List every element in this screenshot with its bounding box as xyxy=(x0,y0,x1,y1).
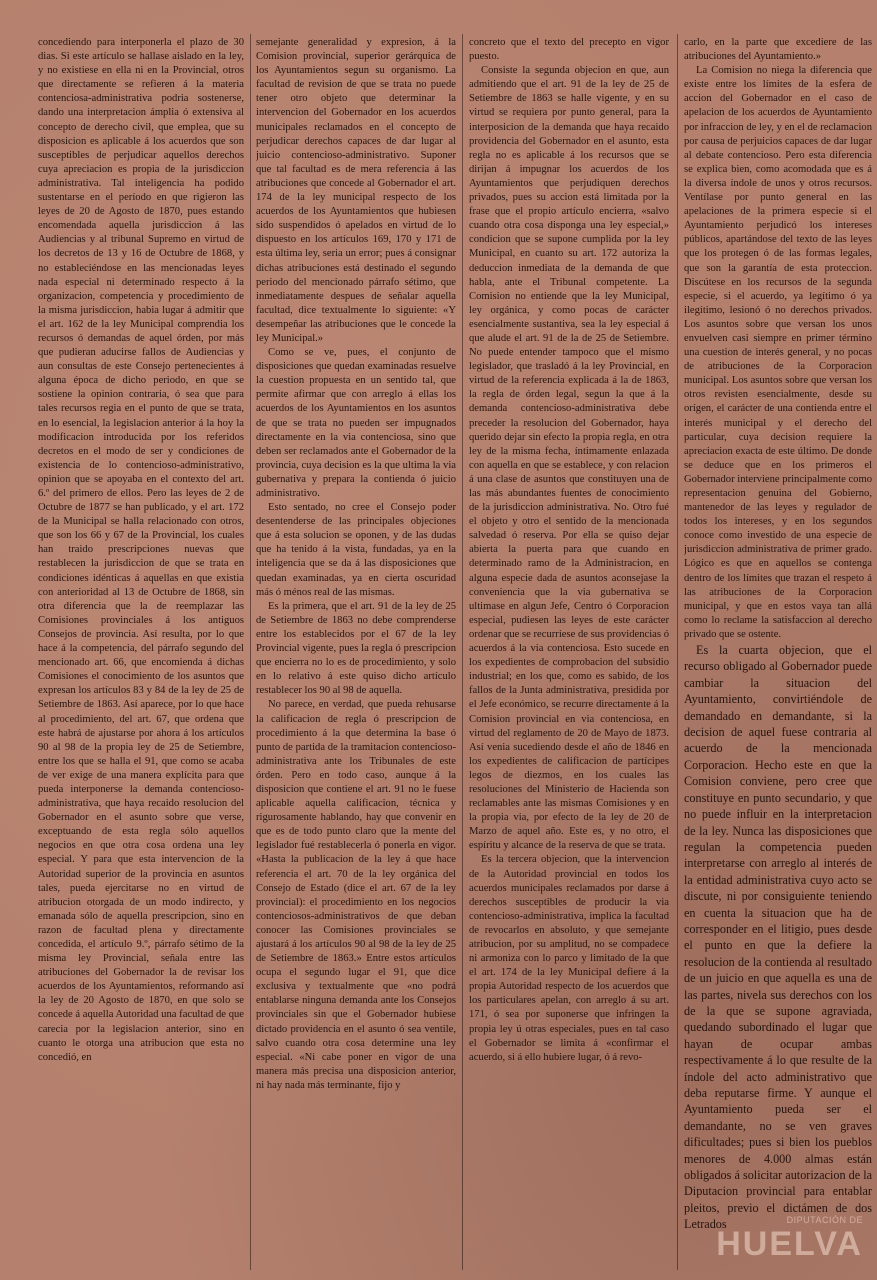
paragraph: Es la tercera objecion, que la intervencion de la Autoridad provincial en todos los acuerdos municipales reclamados por darse á derechos susceptibles de producir la via contencioso-administrativa, implica la facultad de revocarlos en absoluto, y que semejante atribucion, por su amplitud, no se compadece ni armoniza con lo parco y limitado de la que el art. 174 de la ley Municipal defiere á la propia Autoridad respecto de los acuerdos que los particulares apelan, con arreglo á su art. 171, ó sea por suponerse que infringen la propia ley ú otras especiales, pues en tal caso el Gobernador se limita á «confirmar el acuerdo, si á ello hubiere lugar, ó á revo- xyxy=(469,854,669,1063)
paragraph: carlo, en la parte que excediere de las atribuciones del Ayuntamiento.» xyxy=(684,37,872,63)
paragraph: Es la primera, que el art. 91 de la ley de 25 de Setiembre de 1863 no debe comprenderse entre los establecidos por el 67 de la ley Provincial vigente, pues la regla ó prescripcion que encierra no lo es de procedimiento, y solo en lo relativo á este quiso dicho artículo restablecer los 90 al 98 de aquella. xyxy=(256,600,456,697)
paragraph: Esto sentado, no cree el Consejo poder desentenderse de las principales objeciones que á esta solucion se oponen, y de las dudas que ha tenido á la vista, fundadas, ya en la inteligencia que se da á las disposiciones que quedan examinadas, ya en cierta oscuridad más ó ménos real de las mismas. xyxy=(256,502,456,598)
watermark-caption: DIPUTACIÓN DE xyxy=(786,1215,863,1225)
column-rule xyxy=(677,34,678,1270)
text-column-1 xyxy=(38,36,244,1268)
paragraph: La Comision no niega la diferencia que existe entre los límites de la esfera de accion del Gobernador en el caso de apelacion de los acuerdos de Ayuntamiento por infraccion de ley, y en el de reclamacion por causa de perjuicios capaces de dar lugar al debate contencioso. Pero esta diferencia se explica bien, como acomodada que es á la diversa índole de unos y otros recursos. Ventílase por punto general en las apelaciones de la primera especie si el Ayuntamiento perjudicó los intereses públicos, apartándose del texto de las leyes que los protegen ó de las formas legales, que son la garantía de esta proteccion. Discútese en los recursos de la segunda especie, si el acuerdo, ya legítimo ó ya ilegítimo, lesionó ó no derechos privados. Los asuntos sobre que versan los unos envuelven casi siempre en primer término una cuestion de interés general, y no pocas de atribuciones de la Corporacion municipal. Los asuntos sobre que versan los otros revisten esencialmente, desde su orígen, el carácter de una contienda entre el interés municipal y el derecho del particular, cuya decision requiere la apreciacion exacta de este último. De donde se deduce que en los primeros el Gobernador interviene principalmente como representacion genuina del Gobierno, mantenedor de las leyes y regulador de todos los intereses, y en los segundos conoce como investido de una especie de jurisdiccion administrativa de primer grado. Lógico es que en aquellos se contenga dentro de los límites que trazan el respeto á las atribuciones de la Corporacion municipal, y que en estos vaya tan allá como lo reclame la satisfaccion al derecho privado que se ostente. xyxy=(684,65,872,640)
text-column-4 xyxy=(684,36,872,1268)
text-column-3 xyxy=(469,36,669,1268)
text-column-2 xyxy=(256,36,456,1268)
paragraph: Como se ve, pues, el conjunto de disposiciones que quedan examinadas resuelve la cuestion propuesta en un sentido tal, que permite afirmar que con arreglo á ellas los acuerdos de los Ayuntamientos en los asuntos de que se trata no pueden ser impugnados directamente en la via contenciosa, sino que deben ser reclamados ante el Gobernador de la provincia, cuya decision es la que ultima la via gubernativa y prepara la contienda ó juicio administrativo. xyxy=(256,347,456,499)
paragraph: Consiste la segunda objecion en que, aun admitiendo que el art. 91 de la ley de 25 de Setiembre de 1863 se halle vigente, y en su virtud se requiera por punto general, para la interposicion de la demanda que haya recaido providencia del Gobernador en el asunto, esta regla no es aplicable á los recursos que se dirijan á impugnar los acuerdos de los Ayuntamientos que perjudiquen derechos privados, pues su accion está limitada por la frase que el propio artículo encierra, «salvo cuando otra cosa disponga una ley especial,» condicion que se supone cumplida por la ley Municipal, en cuanto su art. 172 autoriza la deduccion inmediata de la demanda de que habla, ante el Tribunal competente. La Comision no entiende que la ley Municipal, ley orgánica, y como pocas de carácter esencialmente sustantiva, sea la ley especial á que alude el art. 91 de la de 25 de Setiembre. No puede entender tampoco que el mismo legislador, que trasladó á la ley Provincial, en virtud de la referencia explicada á la de 1863, la regla de órden legal, segun la que á la demanda contencioso-administrativa debe preceder la resolucion del Gobernador, haya querido dejar sin efecto la propia regla, en otra ley de la misma fecha, íntimamente enlazada con aquella en que se establece, y con relacion á una clase de asuntos que constituyen una de las más abundantes fuentes de conocimiento de la jurisdiccion administrativa. No. Otro fué el objeto y otro el sentido de la mencionada salvedad ó reserva. Por ella se quiso dejar abierta la puerta para que cuando en determinado ramo de la Administracion, en alguna especie dada de asuntos aconsejase la conveniencia que la via gubernativa se ultimase en algun Jefe, Centro ó Corporacion especial, pudiesen las leyes de este carácter ordenar que se recurriese de sus providencias ó acuerdos á la via contenciosa. Esto sucede en los expedientes de comprobacion del subsidio industrial; en los que, como es sabido, de los fallos de la Junta administrativa, presidida por el Jefe económico, se recurre directamente á la Comision provincial en via contenciosa, en virtud del reglamento de 20 de Mayo de 1873. Así venia sucediendo desde el año de 1846 en los expedientes de calificacion de partícipes legos de diezmos, en los cuales las resoluciones del Ministerio de Hacienda son reclamables ante las mismas Comisiones y en la propia via, por efecto de la ley de 20 de Marzo de aquel año. Este es, y no otro, el espíritu y alcance de la reserva de que se trata. xyxy=(469,65,669,852)
paragraph: concreto que el texto del precepto en vigor puesto. xyxy=(469,37,669,63)
paragraph: concediendo para interponerla el plazo de 30 dias. Si este artículo se hallase aislado en la ley, y no existiese en ella ni en la Provincial, otros que directamente se refieren á la materia contenciosa-administrativa podria sostenerse, dando una interpretacion ámplia ó extensiva al concepto de derecho civil, que emplea, que su disposicion es aplicable á los acuerdos que son susceptibles de perjudicar aquellos derechos cuya apreciacion es propia de la jurisdiccion administrativa. Tal inteligencia ha podido sustentarse en el período en que rigieron las leyes de 20 de Agosto de 1870, pues estando encomendada aquella jurisdiccion á las Audiencias y al tribunal Supremo en virtud de los decretos de 13 y 16 de Octubre de 1868, y no estableciéndose en las mencionadas leyes nada especial ni determinado respecto á la organizacion, competencia y procedimiento de la misma jurisdiccion, habia lugar á admitir que el art. 162 de la ley Municipal comprendia los recursos ó demandas de aquel órden, por más que pudieran aducirse fallos de Audiencias y aun consultas de este Consejo pertenecientes á alguna época de dicho periodo, en que se sostiene la opinion contraria, ó sea que para tales recursos regia en el punto de que se trata, en lo esencial, la legislacion anterior á la hoy la modificacion introducida por los referidos decretos en el modo de ser y condiciones de existencia de lo contencioso-administrativo, opinion que se apoyaba en el contexto del art. 6.º del primero de ellos. Pero las leyes de 2 de Octubre de 1877 se han publicado, y el art. 172 de la Municipal se halla relacionado con otros, que son los 66 y 67 de la Provincial, los cuales han traido prescripciones nuevas que restablecen la jurisdiccion de que se trata en condiciones idénticas á aquellas en que existia con anterioridad al 13 de Octubre de 1868, sin otra diferencia que la de reemplazar las Comisiones provinciales á los antiguos Consejos de provincia. Así resulta, por lo que hace á la competencia, del párrafo segundo del mencionado art. 66, que encomienda á dichas Comisiones el conocimiento de los asuntos que expresan los artículos 83 y 84 de la ley de 25 de Setiembre de 1863. Así aparece, por lo que hace al procedimiento, del art. 67, que ordena que este habrá de ajustarse por ahora á los artículos 90 al 98 de la propia ley de 25 de Setiembre, entre los que se halla el 91, que como se acaba de ver exige de una manera explícita para que pueda interponerse la demanda contencioso-administrativa, que haya recaido resolucion del Gobernador en el asunto sobre que verse, exceptuando de esta regla sólo aquellos negocios en que otra cosa ordena una ley especial. Y para que esta intervencion de la Autoridad superior de la provincia en asuntos tales, pueda ejercitarse no en virtud de atribucion otorgada de un modo indirecto, y emanada sólo de aquella prescripcion, sino en razon de facultad plena y directamente concedida, el artículo 9.º, párrafo sétimo de la misma ley Provincial, señala entre las atribuciones del Gobernador la de revisar los acuerdos de los Ayuntamientos, reformando así la ley de 20 Agosto de 1870, en que solo se concede á aquella Autoridad una facultad de que carecia por la legislacion anterior, sino en cuanto le otorga una atribucion que esta no concedió, en xyxy=(38,37,244,1063)
column-rule xyxy=(250,34,251,1270)
paragraph: semejante generalidad y expresion, á la Comision provincial, superior gerárquica de los Ayuntamientos segun su organismo. La facultad de revision de que se trata no puede tener otro objeto que determinar la intervencion del Gobernador en los acuerdos municipales reclamados en el concepto de perjudicar derechos capaces de dar lugar al juicio contencioso-administrativo. Suponer que tal facultad es de mera referencia á las atribuciones que concede al Gobernador el art. 174 de la ley municipal respecto de los acuerdos de los Ayuntamientos que hubiesen sido suspendidos ó apelados en virtud de lo dispuesto en los artículos 169, 170 y 171 de esta última ley, seria un error; pues á consignar dichas atribuciones está destinado el segundo periodo del mencionado párrafo sétimo, que inmediatamente despues de señalar aquella facultad, dice textualmente lo siguiente: «Y desempeñar las atribuciones que le concede la ley Municipal.» xyxy=(256,37,456,344)
paragraph-large-type: Es la cuarta objecion, que el recurso obligado al Gobernador puede cambiar la situacion del Ayuntamiento, convirtiéndole de demandado en demandante, si la decision de aquel fuese contraria al acuerdo de la mencionada Corporacion. Hecho este en que la Comision conviene, pero cree que constituye en punto secundario, y que no puede influir en la interpretacion de la ley. Nunca las disposiciones que regulan la competencia pueden interpretarse con arreglo al interés de la entidad administrativa cuyo acto se discute, ni por consiguiente teniendo en cuenta la situacion que ha de corresponder en el litigio, pues desde el punto en que la defiere la resolucion de la contienda al resultado de un juicio en que aquella es una de las partes, nivela sus derechos con los de la que se supone agraviada, quedando subordinado el lugar que hayan de ocupar ambas respectivamente á lo que resulte de la índole del acto administrativo que deba reputarse firme. Y aunque el Ayuntamiento pueda ser el demandante, no se ven graves dificultades; pues si bien los pueblos menores de 4.000 almas están obligados á solicitar autorizacion de la Diputacion provincial para entablar pleitos, previo el dictámen de dos Letrados xyxy=(684,643,872,1232)
paragraph: No parece, en verdad, que pueda rehusarse la calificacion de regla ó prescripcion de procedimiento á la que determina la base ó punto de partida de la tramitacion contencioso-administrativa ante los Tribunales de este órden. Pero en todo caso, aunque á la disposicion que contiene el art. 91 no le fuese aplicable aquella calificacion, técnica y rigurosamente hablando, hay que convenir en que es de todo punto claro que la mente del legislador fué restablecerla ó ponerla en vigor. «Hasta la publicacion de la ley á que hace referencia el art. 70 de la ley orgánica del Consejo de Estado (dice el art. 67 de la ley provincial): el procedimiento en los negocios contenciosos-administrativos de que deban conocer las Comisiones provinciales se ajustará á los artículos 90 al 98 de la ley de 25 de Setiembre de 1863.» Entre estos artículos ocupa el segundo lugar el 91, que dice exclusiva y textualmente que «no podrá entablarse ninguna demanda ante los Consejos provinciales sin que el Gobernador hubiese dictado providencia en el asunto ó sea ventile, salvo cuando otra cosa determine una ley especial. «Ni cabe poner en vigor de una manera más precisa una disposicion anterior, ni hay nada más terminante, fijo y xyxy=(256,699,456,1091)
watermark-logo-text: HUELVA xyxy=(716,1225,863,1263)
column-rule xyxy=(462,34,463,1270)
